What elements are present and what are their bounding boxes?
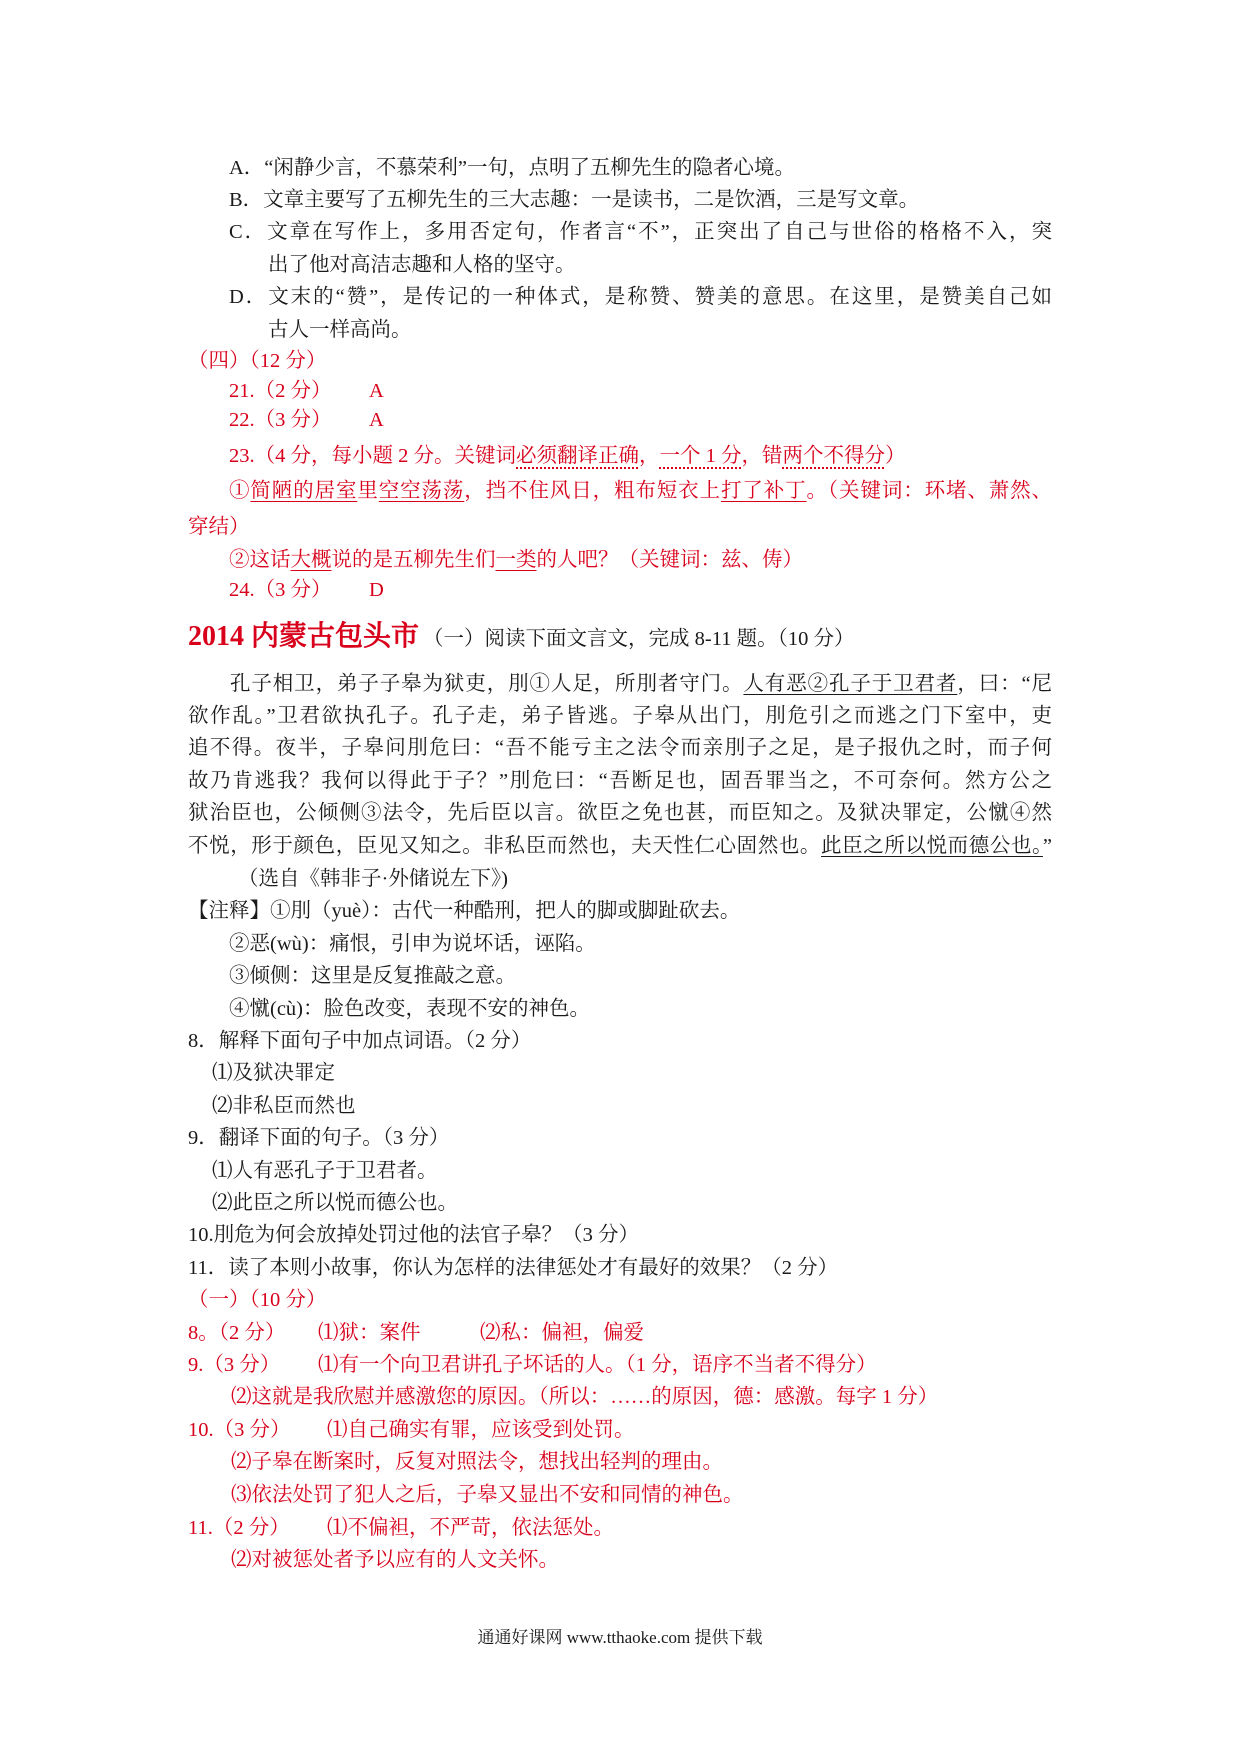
answer-23-emphasis-1: 必须翻译正确 (516, 445, 639, 467)
answer-9-label: 9.（3 分） (188, 1354, 281, 1376)
passage-line-5: 狱治臣也，公倾侧③法令，先后臣以言。欲臣之免也甚，而臣知之。及狱决罪定，公憱④然 (188, 802, 1052, 824)
passage-text: 孔子相卫，弟子子皋为狱吏，刖①人足，所刖者守门。 (230, 673, 744, 695)
answer-23-header-text: ， (639, 445, 660, 467)
passage-line-6 (188, 831, 1052, 861)
answer-24-choice: D (369, 579, 384, 601)
answer-10-item-1: ⑴自己确实有罪，应该受到处罚。 (327, 1419, 635, 1441)
answer-10-item-2: ⑵子皋在断案时，反复对照法令，想找出轻判的理由。 (231, 1451, 723, 1473)
section-instruction: （一）阅读下面文言文，完成 8-11 题。（10 分） (423, 628, 855, 650)
answer-23-text: 。（关键词：环堵、萧然、 (806, 480, 1053, 502)
answer-22-label: 22.（3 分） (229, 409, 332, 431)
note-4: ④憱(cù)：脸色改变，表现不安的神色。 (229, 998, 591, 1020)
option-a: A．“闲静少言，不慕荣利”一句，点明了五柳先生的隐者心境。 (229, 157, 796, 179)
option-d-line-1: D．文末的“赞”，是传记的一种体式，是称赞、赞美的意思。在这里，是赞美自己如 (229, 286, 1052, 308)
section-heading (188, 619, 854, 655)
section-region-title: 2014 内蒙古包头市 (188, 621, 420, 652)
answer-11-item-2: ⑵对被惩处者予以应有的人文关怀。 (231, 1549, 559, 1571)
page-footer: 通通好课网 www.tthaoke.com 提供下载 (477, 1628, 763, 1647)
answer-21-choice: A (369, 380, 384, 402)
answer-23-header-text: ） (885, 445, 906, 467)
question-11-prompt: 11．读了本则小故事，你认为怎样的法律惩处才有最好的效果？（2 分） (188, 1257, 839, 1279)
answer-9-item-1: ⑴有一个向卫君讲孔子坏话的人。（1 分，语序不当者不得分） (318, 1354, 877, 1376)
question-8-item-2: ⑵非私臣而然也 (212, 1095, 356, 1117)
passage-line-3: 追不得。夜半，子皋问刖危曰：“吾不能亏主之法令而亲刖子之足，是子报仇之时，而子何 (188, 737, 1052, 759)
option-d-line-2: 古人一样高尚。 (268, 319, 412, 341)
answer-22-choice: A (369, 409, 384, 431)
answer-24-label: 24.（3 分） (229, 579, 332, 601)
passage-underlined-sentence: 人有恶②孔子于卫君者 (743, 673, 958, 695)
answer-8-item-1: ⑴狱：案件 (318, 1322, 421, 1344)
answer-23-underlined: 打了补丁 (720, 480, 807, 502)
passage-line-4: 故乃肯逃我？我何以得此于子？”刖危曰：“吾断足也，固吾罪当之，不可奈何。然方公之 (188, 770, 1052, 792)
option-c-line-1: C．文章在写作上，多用否定句，作者言“不”，正突出了自己与世俗的格格不入，突 (229, 221, 1052, 243)
answer-23-underlined: 大概 (290, 549, 332, 571)
note-text: ①刖（yuè）：古代一种酷刑，把人的脚或脚趾砍去。 (270, 900, 741, 922)
passage-text: ” (1042, 835, 1053, 857)
answer-section-1-heading: （一）（10 分） (188, 1289, 327, 1311)
question-9-prompt: 9．翻译下面的句子。（3 分） (188, 1127, 450, 1149)
option-b: B．文章主要写了五柳先生的三大志趣：一是读书，二是饮酒，三是写文章。 (229, 189, 920, 211)
answer-23-text: ，挡不住风日，粗布短衣上 (464, 480, 721, 502)
answer-23-underlined: 空空荡荡 (378, 480, 465, 502)
question-8-prompt: 8．解释下面句子中加点词语。（2 分） (188, 1030, 532, 1052)
answer-23-emphasis-3: 两个不得分 (782, 445, 885, 467)
answer-8-label: 8。（2 分） (188, 1322, 286, 1344)
notes-label: 【注释】 (188, 900, 270, 922)
answer-23-text: 里 (357, 480, 379, 502)
answer-23-text: 说的是五柳先生们 (331, 549, 496, 571)
answer-23-underlined: 一类 (495, 549, 537, 571)
answer-21-label: 21.（2 分） (229, 380, 332, 402)
passage-underlined-sentence: 此臣之所以悦而德公也。 (821, 835, 1043, 857)
passage-source: （选自《韩非子·外储说左下》) (238, 868, 508, 890)
answer-23-sentence-1 (229, 476, 1052, 506)
passage-line-2: 欲作乱。”卫君欲执孔子。孔子走，弟子皆逃。子皋从出门，刖危引之而逃之门下室中，吏 (188, 705, 1052, 727)
question-9-item-2: ⑵此臣之所以悦而德公也。 (212, 1192, 458, 1214)
note-1 (188, 896, 740, 926)
answer-9-item-2: ⑵这就是我欣慰并感激您的原因。（所以：……的原因，德：感激。每字 1 分） (231, 1386, 939, 1408)
answer-10-item-3: ⑶依法处罚了犯人之后，子皋又显出不安和同情的神色。 (231, 1484, 744, 1506)
passage-text: 不悦，形于颜色，臣见又知之。非私臣而然也，夫天性仁心固然也。 (188, 835, 822, 857)
passage-text: ，曰：“尼 (957, 673, 1052, 695)
question-9-item-1: ⑴人有恶孔子于卫君者。 (212, 1160, 438, 1182)
answer-11-item-1: ⑴不偏袒，不严苛，依法惩处。 (327, 1517, 614, 1539)
answer-8-item-2: ⑵私：偏袒，偏爱 (480, 1322, 644, 1344)
answer-23-header (229, 441, 906, 471)
question-8-item-1: ⑴及狱决罪定 (212, 1062, 335, 1084)
answer-23-text: ① (229, 480, 251, 502)
answer-23-emphasis-2: 一个 1 分 (659, 445, 742, 467)
note-3: ③倾侧：这里是反复推敲之意。 (229, 965, 516, 987)
answer-23-header-text: ，错 (741, 445, 783, 467)
answer-23-sentence-1-continued: 穿结） (188, 516, 250, 538)
answer-10-label: 10.（3 分） (188, 1419, 291, 1441)
answer-23-text: ②这话 (229, 549, 291, 571)
answer-23-text: 的人吧？（关键词：兹、俦） (536, 549, 803, 571)
answer-11-label: 11.（2 分） (188, 1517, 290, 1539)
answer-23-sentence-2 (229, 545, 803, 575)
question-10-prompt: 10.刖危为何会放掉处罚过他的法官子皋？（3 分） (188, 1224, 639, 1246)
note-2: ②恶(wù)：痛恨，引申为说坏话，诬陷。 (229, 933, 596, 955)
answer-23-header-text: 23.（4 分，每小题 2 分。关键词 (229, 445, 516, 467)
answer-23-underlined: 简陋的居室 (250, 480, 358, 502)
answer-section-4-heading: （四）（12 分） (188, 350, 327, 372)
option-c-line-2: 出了他对高洁志趣和人格的坚守。 (268, 254, 576, 276)
passage-line-1 (230, 669, 1052, 699)
